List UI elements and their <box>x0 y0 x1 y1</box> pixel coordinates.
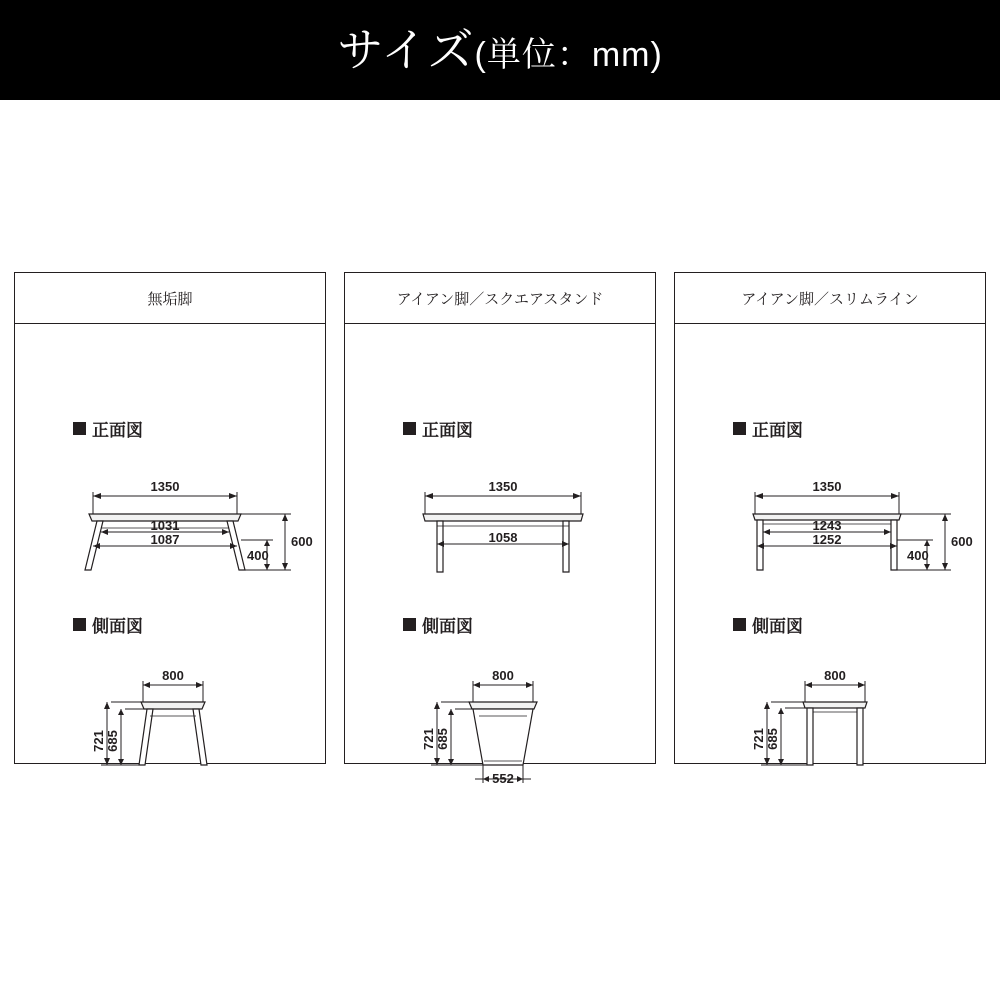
dim-side-height-total: 721 <box>91 730 106 752</box>
front-view-label <box>73 416 143 441</box>
dim-side-height-top: 685 <box>435 728 450 750</box>
dim-side-height-top: 685 <box>105 730 120 752</box>
dim-front-height-lower: 400 <box>907 548 929 563</box>
front-view-diagram-muku <box>55 474 315 594</box>
bullet-square-icon <box>73 422 86 435</box>
dim-front-inner-upper: 1243 <box>812 518 842 533</box>
bullet-square-icon <box>733 618 746 631</box>
panel-title: アイアン脚／スクエアスタンド <box>345 273 655 324</box>
dim-side-height-top: 685 <box>765 728 780 750</box>
dim-side-height-total: 721 <box>421 728 436 750</box>
dim-front-width: 1350 <box>488 479 518 494</box>
header-bar <box>0 0 1000 100</box>
bullet-square-icon <box>73 618 86 631</box>
dim-side-depth: 800 <box>824 669 846 683</box>
panel-body <box>345 324 655 786</box>
dim-front-height-total: 600 <box>951 534 973 549</box>
front-view-label-text: 正面図 <box>422 421 473 440</box>
side-view-diagram-muku <box>55 669 285 784</box>
side-view-diagram-iron-slim <box>715 669 945 784</box>
panel-body <box>675 324 985 764</box>
front-view-label <box>733 416 803 441</box>
dim-front-inner-upper: 1031 <box>150 518 180 533</box>
panel-iron-square-stand <box>344 272 656 786</box>
side-view-label <box>733 612 803 637</box>
dim-front-inner-upper: 1058 <box>488 530 518 545</box>
front-view-label-text: 正面図 <box>752 421 803 440</box>
bullet-square-icon <box>403 422 416 435</box>
front-view-diagram-iron-slim <box>715 474 975 594</box>
bullet-square-icon <box>403 618 416 631</box>
side-view-label <box>73 612 143 637</box>
dim-side-base-width: 552 <box>492 771 514 786</box>
dim-front-width: 1350 <box>812 479 842 494</box>
dim-front-inner-lower: 1087 <box>150 532 180 547</box>
panel-title: アイアン脚／スリムライン <box>675 273 985 324</box>
front-view-diagram-iron-square <box>385 474 645 594</box>
panel-title: 無垢脚 <box>15 273 325 324</box>
bullet-square-icon <box>733 422 746 435</box>
panel-iron-slim-line <box>674 272 986 764</box>
spec-panels <box>14 272 986 786</box>
side-view-label <box>403 612 473 637</box>
side-view-label-text: 側面図 <box>752 617 803 636</box>
page-title-main: サイズ <box>337 24 475 76</box>
page-title-unit: (単位：mm) <box>474 36 663 74</box>
side-view-diagram-iron-square <box>385 669 625 789</box>
front-view-label <box>403 416 473 441</box>
panel-muku <box>14 272 326 764</box>
dim-side-depth: 800 <box>492 669 514 683</box>
side-view-label-text: 側面図 <box>422 617 473 636</box>
dim-front-inner-lower: 1252 <box>812 532 842 547</box>
page-title <box>337 24 663 76</box>
front-view-label-text: 正面図 <box>92 421 143 440</box>
dim-side-depth: 800 <box>162 669 184 683</box>
dim-front-height-total: 600 <box>291 534 313 549</box>
dim-side-height-total: 721 <box>751 728 766 750</box>
side-view-label-text: 側面図 <box>92 617 143 636</box>
dim-front-width: 1350 <box>150 479 180 494</box>
panel-body <box>15 324 325 764</box>
dim-front-height-lower: 400 <box>247 548 269 563</box>
